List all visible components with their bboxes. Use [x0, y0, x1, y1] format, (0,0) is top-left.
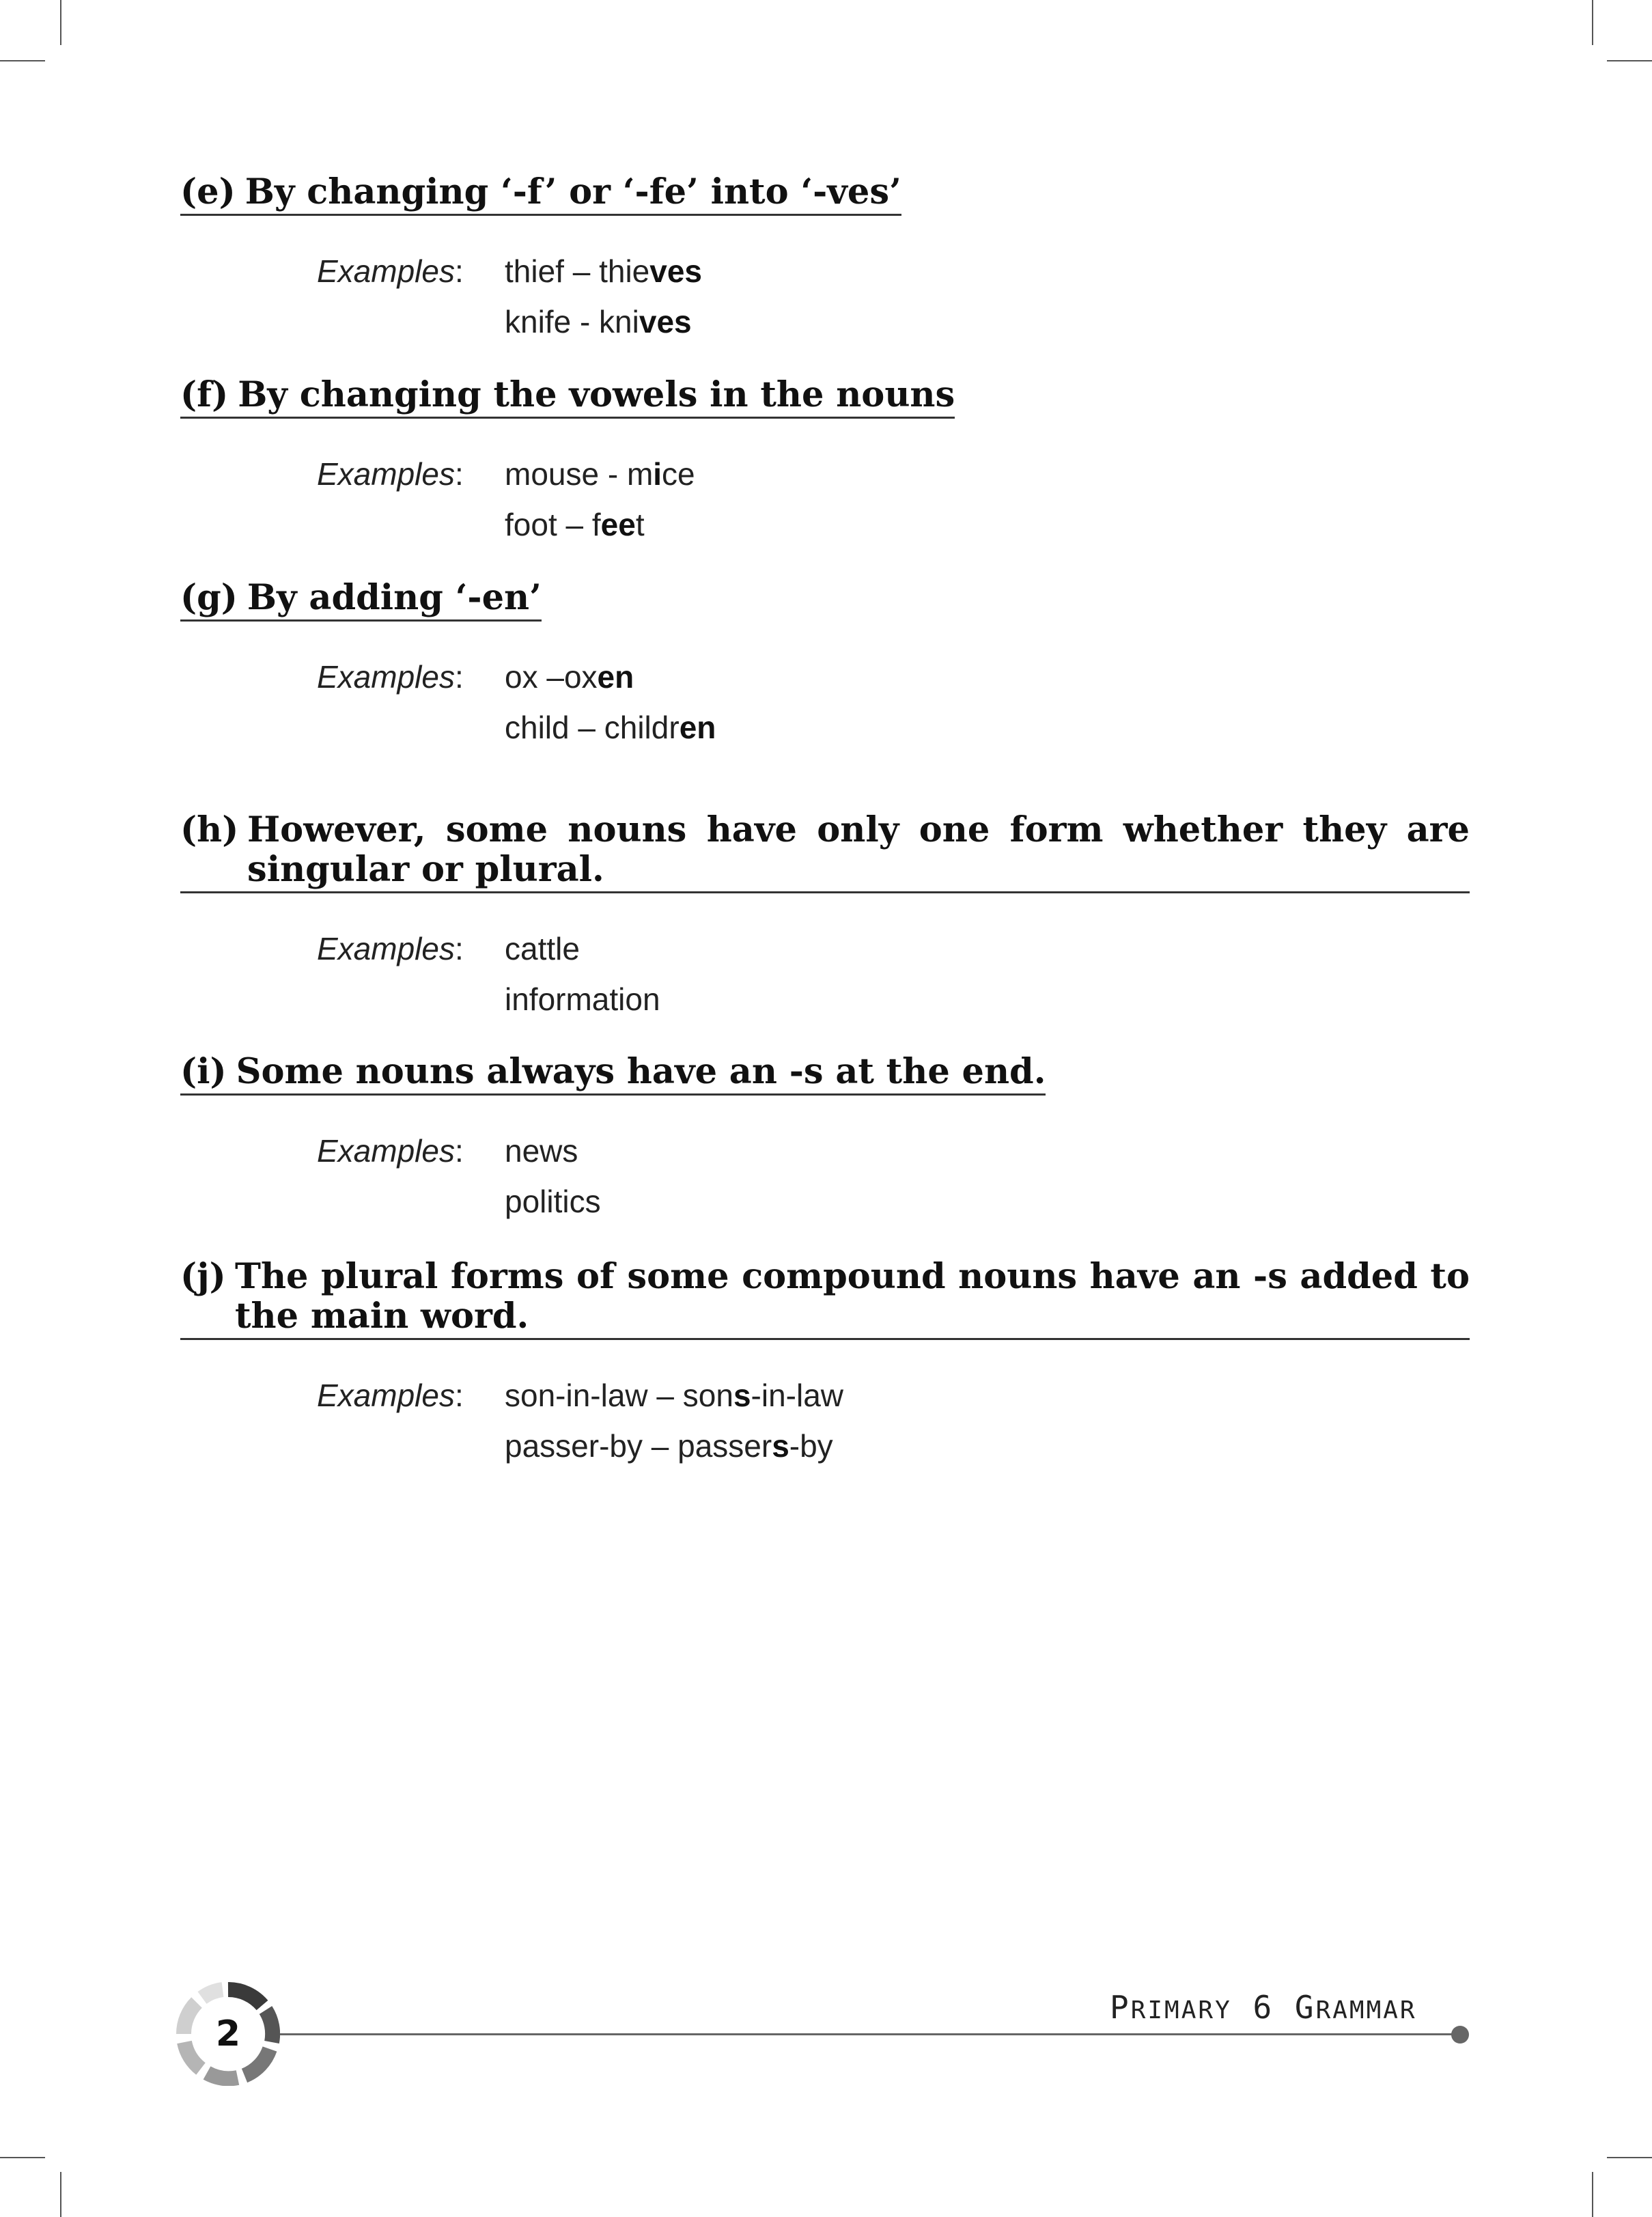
crop-mark	[0, 2157, 45, 2158]
example-item: mouse - mice	[505, 456, 695, 492]
heading-text: However, some nouns have only one form whether they are	[247, 809, 1470, 850]
section-marker: (f)	[180, 374, 229, 415]
crop-mark	[1592, 2172, 1593, 2217]
examples-list	[505, 1370, 1470, 1471]
example-item: news	[505, 1133, 578, 1169]
examples-block	[180, 449, 955, 550]
section-i	[180, 1052, 1046, 1227]
section-marker: (e)	[180, 171, 236, 212]
examples-label: Examples:	[317, 1378, 464, 1413]
section-marker: (j)	[180, 1256, 226, 1297]
heading-text-continued: singular or plural.	[247, 849, 604, 890]
footer-rule	[273, 2033, 1459, 2035]
crop-mark	[0, 60, 45, 61]
example-item: knife - knives	[505, 304, 692, 339]
heading-text: By changing ‘-f’ or ‘-fe’ into ‘-ves’	[244, 171, 901, 212]
section-heading	[180, 578, 542, 622]
section-heading	[180, 375, 955, 419]
heading-text: Some nouns always have an -s at the end.	[236, 1051, 1046, 1092]
example-item: foot – feet	[505, 507, 645, 542]
crop-mark	[60, 2172, 61, 2217]
heading-text: By changing the vowels in the nouns	[238, 374, 955, 415]
crop-mark	[1592, 0, 1593, 45]
section-g	[180, 578, 716, 753]
heading-text-continued: the main word.	[235, 1296, 529, 1337]
examples-block	[180, 1370, 1470, 1471]
examples-block	[180, 923, 1470, 1024]
example-item: son-in-law – sons-in-law	[505, 1378, 843, 1413]
examples-block	[180, 1126, 1046, 1227]
examples-block	[180, 246, 901, 347]
example-item: information	[505, 981, 660, 1017]
examples-list	[505, 246, 901, 347]
crop-mark	[1607, 60, 1652, 61]
heading-text: By adding ‘-en’	[247, 577, 542, 618]
book-title: PRIMARY 6 GRAMMAR	[1110, 1989, 1417, 2026]
section-heading	[180, 1257, 1470, 1340]
section-marker: (g)	[180, 577, 238, 618]
examples-list	[505, 1126, 1046, 1227]
example-item: politics	[505, 1184, 601, 1219]
example-item: ox –oxen	[505, 659, 634, 695]
example-item: child – children	[505, 710, 716, 745]
section-heading	[180, 810, 1470, 893]
page-number: 2	[215, 2013, 241, 2054]
crop-mark	[1607, 2157, 1652, 2158]
examples-label: Examples:	[317, 931, 464, 966]
section-marker: (i)	[180, 1051, 227, 1092]
footer-rule-end-dot	[1451, 2026, 1469, 2044]
section-marker: (h)	[180, 809, 239, 850]
examples-label: Examples:	[317, 1133, 464, 1169]
section-heading	[180, 1052, 1046, 1096]
section-h	[180, 810, 1470, 1024]
example-item: cattle	[505, 931, 580, 966]
example-item: thief – thieves	[505, 253, 703, 289]
examples-label: Examples:	[317, 253, 464, 289]
section-e	[180, 172, 901, 347]
crop-mark	[60, 0, 61, 45]
examples-list	[505, 652, 716, 753]
section-f	[180, 375, 955, 550]
example-item: passer-by – passers-by	[505, 1428, 833, 1464]
section-j	[180, 1257, 1470, 1471]
section-heading	[180, 172, 901, 216]
heading-text: The plural forms of some compound nouns have an -s added to	[235, 1256, 1470, 1297]
examples-list	[505, 923, 1470, 1024]
examples-label: Examples:	[317, 659, 464, 695]
examples-label: Examples:	[317, 456, 464, 492]
examples-block	[180, 652, 716, 753]
examples-list	[505, 449, 955, 550]
